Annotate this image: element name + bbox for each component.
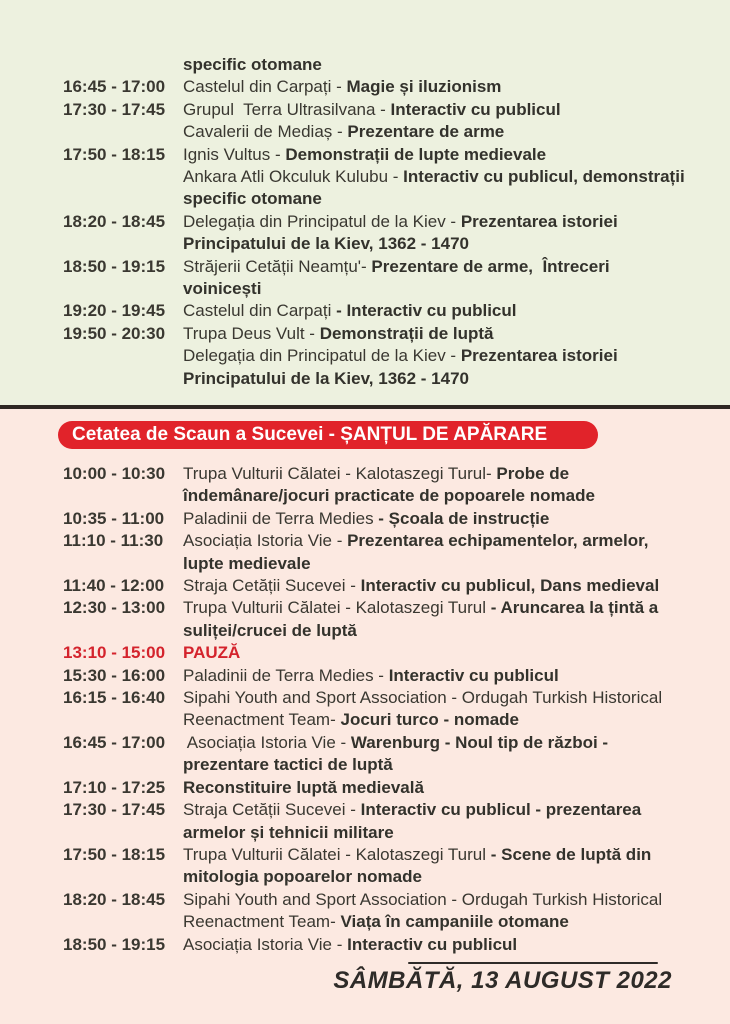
event-description xyxy=(183,687,730,732)
event-activity: Principatului de la Kiev, 1362 - 1470 xyxy=(183,368,469,388)
event-group: Reenactment Team- xyxy=(183,912,341,932)
event-line xyxy=(183,530,730,552)
schedule-row xyxy=(0,300,730,322)
event-description xyxy=(183,54,730,76)
event-line xyxy=(183,642,730,664)
event-line xyxy=(183,166,730,188)
event-line xyxy=(183,76,730,98)
event-description xyxy=(183,799,730,844)
event-group: Straja Cetății Sucevei - xyxy=(183,576,361,596)
schedule-row xyxy=(0,597,730,642)
time-range: 16:45 - 17:00 xyxy=(63,77,166,97)
time-range: 19:20 - 19:45 xyxy=(63,301,166,321)
event-line xyxy=(183,121,730,143)
event-group: Asociația Istoria Vie - xyxy=(183,732,351,752)
event-line xyxy=(183,368,730,390)
event-line xyxy=(183,256,730,278)
event-group: Paladinii de Terra Medies - xyxy=(183,665,389,685)
time-range: 17:50 - 18:15 xyxy=(63,144,166,164)
event-group: Sipahi Youth and Sport Association - Ordugah Turkish Historical xyxy=(183,889,663,909)
event-activity: - Interactiv cu publicul xyxy=(336,301,517,321)
event-activity: Prezentare de arme xyxy=(347,122,505,142)
time-range: 18:50 - 19:15 xyxy=(63,934,166,954)
event-description xyxy=(183,256,730,301)
event-line xyxy=(183,687,730,709)
event-line xyxy=(183,211,730,233)
event-group: Grupul Terra Ultrasilvana - xyxy=(183,99,391,119)
event-activity: Interactiv cu publicul, demonstrații xyxy=(403,167,685,187)
event-line xyxy=(183,188,730,210)
event-group: Delegația din Principatul de la Kiev - xyxy=(183,211,461,231)
schedule-section-1 xyxy=(0,0,730,405)
event-activity: Magie și iluzionism xyxy=(346,77,502,97)
schedule-row xyxy=(0,665,730,687)
event-group: Castelul din Carpați xyxy=(183,301,337,321)
event-description xyxy=(183,508,730,530)
event-description xyxy=(183,144,730,211)
schedule-row xyxy=(0,799,730,844)
schedule-row xyxy=(0,99,730,144)
event-line xyxy=(183,844,730,866)
event-line xyxy=(183,777,730,799)
schedule-rows-1 xyxy=(0,54,730,390)
event-line xyxy=(183,754,730,776)
event-description xyxy=(183,844,730,889)
event-activity: Demonstrații de luptă xyxy=(319,323,494,343)
event-group: Reenactment Team- xyxy=(183,710,341,730)
event-group: Străjerii Cetății Neamțu'- xyxy=(183,256,372,276)
time-range: 18:20 - 18:45 xyxy=(63,211,166,231)
footer-rule xyxy=(408,962,658,964)
schedule-section-2 xyxy=(0,409,730,1024)
event-activity: PAUZĂ xyxy=(183,643,241,663)
schedule-row xyxy=(0,575,730,597)
event-line xyxy=(183,620,730,642)
schedule-row xyxy=(0,642,730,664)
event-group: Trupa Vulturii Călatei - Kalotaszegi Turul xyxy=(183,598,491,618)
schedule-row xyxy=(0,732,730,777)
event-activity: Interactiv cu publicul, Dans medieval xyxy=(360,576,660,596)
event-activity: Probe de xyxy=(496,464,570,483)
event-group: Cavalerii de Mediaș - xyxy=(183,122,348,142)
time-range xyxy=(63,54,183,76)
event-description xyxy=(183,665,730,687)
event-activity: lupte medievale xyxy=(183,553,311,573)
event-group: Trupa Deus Vult - xyxy=(183,323,320,343)
event-line xyxy=(183,345,730,367)
event-activity: îndemânare/jocuri practicate de popoarele nomade xyxy=(183,486,595,506)
event-line xyxy=(183,665,730,687)
event-line xyxy=(183,553,730,575)
time-range: 19:50 - 20:30 xyxy=(63,323,166,343)
event-line xyxy=(183,233,730,255)
event-description xyxy=(183,642,730,664)
schedule-row xyxy=(0,76,730,98)
event-group: Castelul din Carpați - xyxy=(183,77,347,97)
time-range: 10:00 - 10:30 xyxy=(63,464,166,483)
time-range: 17:30 - 17:45 xyxy=(63,99,166,119)
event-description xyxy=(183,99,730,144)
event-line xyxy=(183,463,730,485)
schedule-row xyxy=(0,211,730,256)
event-description xyxy=(183,889,730,934)
event-activity: voinicești xyxy=(183,279,262,299)
event-group: Trupa Vulturii Călatei - Kalotaszegi Turul xyxy=(183,844,491,864)
event-line xyxy=(183,911,730,933)
schedule-row xyxy=(0,687,730,732)
event-group: Ankara Atli Okculuk Kulubu - xyxy=(183,167,404,187)
event-line xyxy=(183,799,730,821)
time-range: 11:10 - 11:30 xyxy=(63,531,164,551)
event-description xyxy=(183,323,730,390)
event-line xyxy=(183,866,730,888)
time-range: 17:30 - 17:45 xyxy=(63,800,166,820)
event-activity: Prezentare de arme, Întreceri xyxy=(371,256,610,276)
schedule-row xyxy=(0,508,730,530)
event-activity: Interactiv cu publicul - prezentarea xyxy=(360,800,642,820)
time-range: 16:15 - 16:40 xyxy=(63,688,166,708)
event-group: Delegația din Principatul de la Kiev - xyxy=(183,346,461,366)
event-activity: Interactiv cu publicul xyxy=(388,665,559,685)
event-description xyxy=(183,575,730,597)
event-description xyxy=(183,530,730,575)
event-activity: Prezentarea istoriei xyxy=(460,346,618,366)
schedule-row xyxy=(0,256,730,301)
event-line xyxy=(183,323,730,345)
event-line xyxy=(183,934,730,956)
event-activity: - Școala de instrucție xyxy=(378,508,550,528)
location-header: Cetatea de Scaun a Sucevei - ȘANȚUL DE APĂRARE xyxy=(58,421,598,449)
event-activity: mitologia popoarelor nomade xyxy=(183,867,422,887)
time-range: 15:30 - 16:00 xyxy=(63,665,166,685)
schedule-row xyxy=(0,144,730,211)
event-activity: prezentare tactici de luptă xyxy=(183,755,393,775)
event-line xyxy=(183,889,730,911)
event-line xyxy=(183,597,730,619)
event-description xyxy=(183,76,730,98)
time-range: 18:20 - 18:45 xyxy=(63,889,166,909)
time-range: 16:45 - 17:00 xyxy=(63,732,166,752)
event-group: Sipahi Youth and Sport Association - Ordugah Turkish Historical xyxy=(183,688,663,708)
time-range: 17:10 - 17:25 xyxy=(63,777,166,797)
event-group: Paladinii de Terra Medies xyxy=(183,508,379,528)
event-line xyxy=(183,485,730,507)
date-footer xyxy=(0,962,730,995)
schedule-row xyxy=(0,934,730,956)
time-range: 13:10 - 15:00 xyxy=(63,643,166,663)
event-description xyxy=(183,597,730,642)
event-description xyxy=(183,211,730,256)
event-activity: Demonstrații de lupte medievale xyxy=(285,144,547,164)
event-activity: Principatului de la Kiev, 1362 - 1470 xyxy=(183,234,469,254)
event-group: Trupa Vulturii Călatei - Kalotaszegi Turul- xyxy=(183,464,497,483)
event-group: Asociația Istoria Vie - xyxy=(183,934,348,954)
event-activity: - Scene de luptă din xyxy=(490,844,652,864)
event-activity: armelor și tehnicii militare xyxy=(183,822,394,842)
event-description xyxy=(183,732,730,777)
event-activity: - Aruncarea la țintă a xyxy=(490,598,659,618)
event-line xyxy=(183,99,730,121)
event-line xyxy=(183,575,730,597)
event-line xyxy=(183,300,730,322)
event-activity: specific otomane xyxy=(183,189,322,209)
event-description xyxy=(183,300,730,322)
event-activity: Prezentarea echipamentelor, armelor, xyxy=(347,531,649,551)
event-line xyxy=(183,278,730,300)
event-line xyxy=(183,709,730,731)
event-description xyxy=(183,934,730,956)
time-range: 18:50 - 19:15 xyxy=(63,256,166,276)
event-description xyxy=(183,777,730,799)
time-range: 11:40 - 12:00 xyxy=(63,576,165,596)
schedule-row xyxy=(0,777,730,799)
event-activity: Interactiv cu publicul xyxy=(347,934,518,954)
event-group: Ignis Vultus - xyxy=(183,144,286,164)
event-line xyxy=(183,508,730,530)
event-activity: suliței/crucei de luptă xyxy=(183,620,357,640)
time-range: 17:50 - 18:15 xyxy=(63,844,166,864)
schedule-row xyxy=(0,463,730,508)
event-activity: Prezentarea istoriei xyxy=(460,211,618,231)
schedule-row xyxy=(0,323,730,390)
event-activity: specific otomane xyxy=(183,55,322,74)
event-activity: Interactiv cu publicul xyxy=(390,99,561,119)
event-line xyxy=(183,822,730,844)
schedule-row xyxy=(0,530,730,575)
event-line xyxy=(183,732,730,754)
event-group: Straja Cetății Sucevei - xyxy=(183,800,361,820)
event-activity: Reconstituire luptă medievală xyxy=(183,777,424,797)
event-activity: Jocuri turco - nomade xyxy=(340,710,520,730)
event-line xyxy=(183,144,730,166)
event-activity: Warenburg - Noul tip de război - xyxy=(350,732,609,752)
time-range: 10:35 - 11:00 xyxy=(63,508,165,528)
event-description xyxy=(183,463,730,508)
date-label: SÂMBĂTĂ, 13 AUGUST 2022 xyxy=(333,966,672,994)
schedule-row xyxy=(0,844,730,889)
event-activity: Viața în campaniile otomane xyxy=(340,912,569,932)
time-range: 12:30 - 13:00 xyxy=(63,598,166,618)
schedule-row xyxy=(0,54,730,76)
event-group: Asociația Istoria Vie - xyxy=(183,531,348,551)
schedule-rows-2 xyxy=(0,463,730,956)
event-line xyxy=(183,54,730,76)
schedule-row xyxy=(0,889,730,934)
